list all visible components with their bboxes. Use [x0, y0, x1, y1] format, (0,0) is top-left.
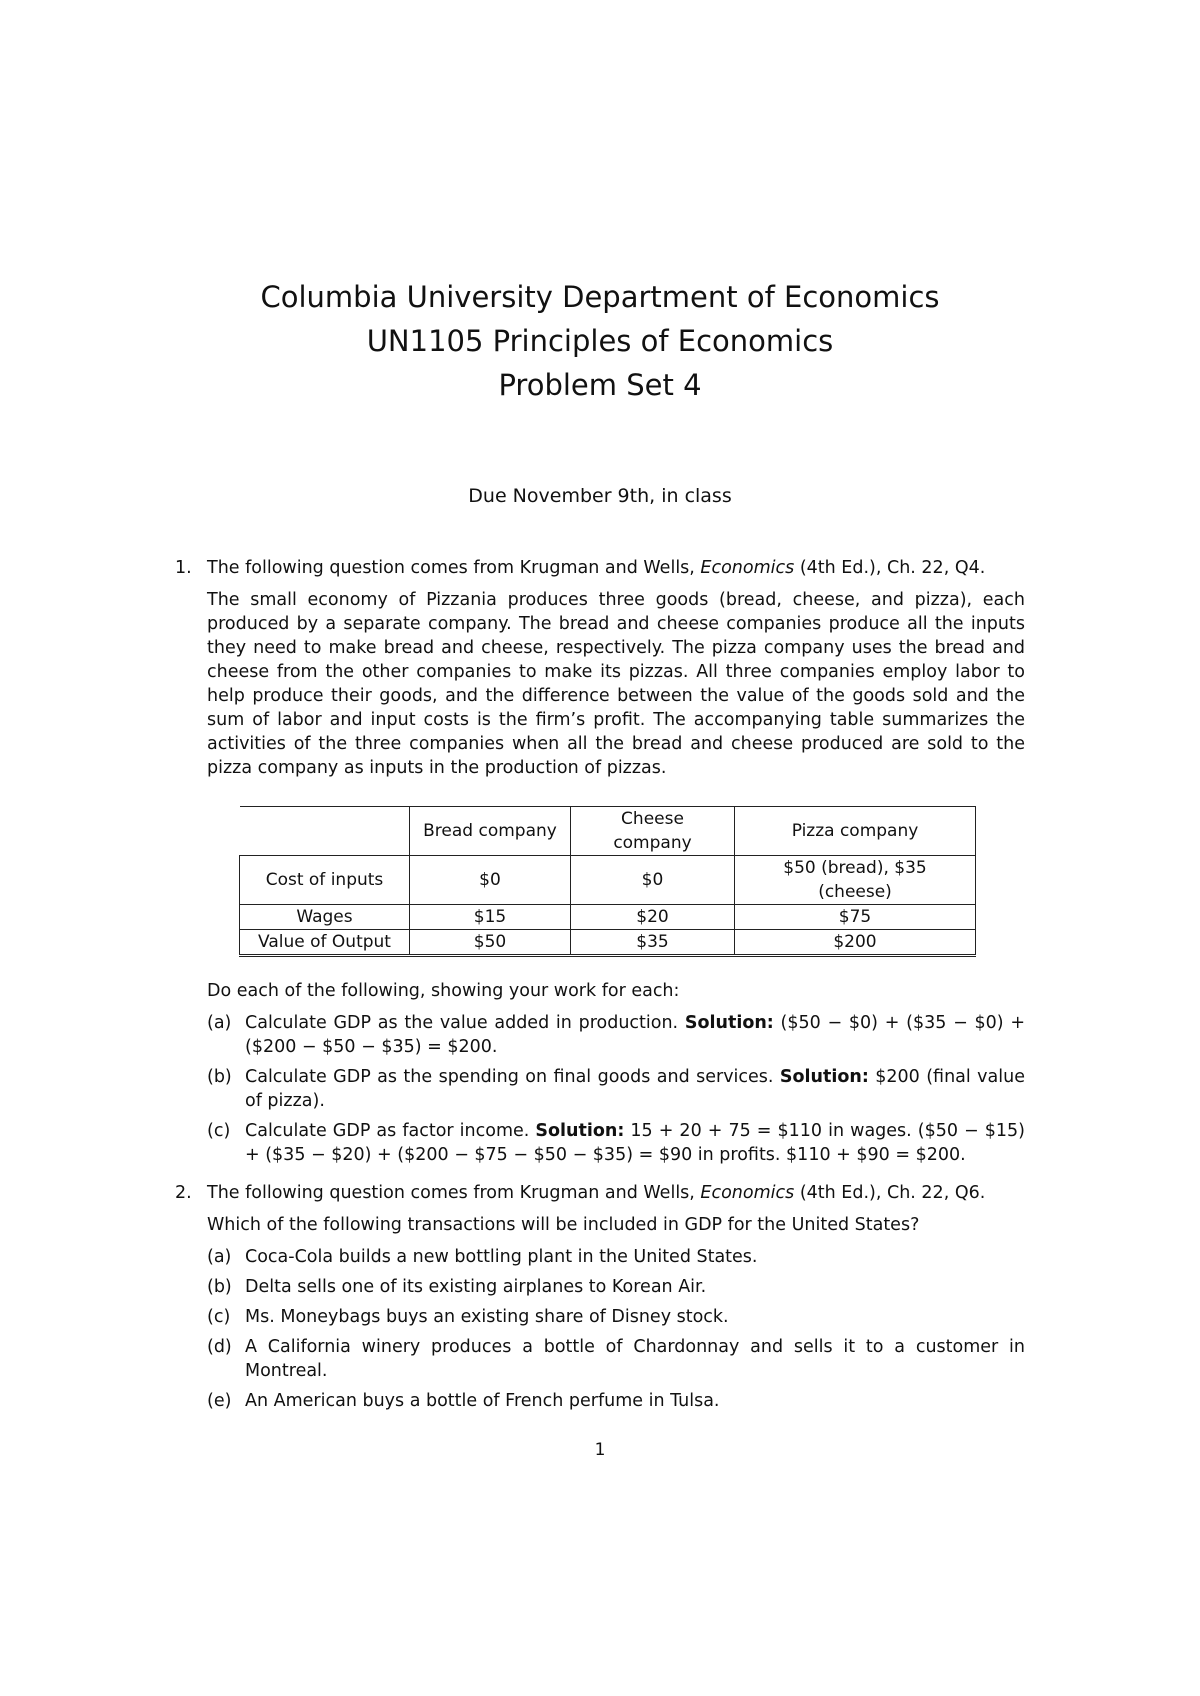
sub-question-text: An American buys a bottle of French perfume in Tulsa.: [245, 1391, 720, 1411]
table-row: [240, 930, 976, 956]
sub-question-c: [207, 1305, 1025, 1329]
sub-question-label: (e): [207, 1391, 232, 1411]
question-body: The small economy of Pizzania produces three goods (bread, cheese, and pizza), each produced by a separate company. The bread and cheese companies produce all the inputs they need to make bread and cheese, respectively. The pizza company uses the bread and cheese from the other companies to make its pizzas. All three companies employ labor to help produce their goods, and the difference between the value of the goods sold and the sum of labor and input costs is the firm’s profit. The accompanying table summarizes the activities of the three companies when all the bread and cheese produced are sold to the pizza company as inputs in the production of pizzas.: [207, 590, 1025, 778]
sub-question-d: [207, 1335, 1025, 1383]
document-content: [175, 556, 1025, 1419]
table-cell: $50: [410, 930, 571, 956]
solution-text: $200 (final value of pizza).: [245, 1067, 1025, 1111]
solution-label: Solution:: [684, 1013, 774, 1033]
source-text-end: (4th Ed.), Ch. 22, Q4.: [794, 558, 986, 578]
sub-question-a: [207, 1245, 1025, 1269]
page-number: 1: [594, 1440, 606, 1460]
table-cell: Cost of inputs: [240, 856, 410, 905]
table-cell: $35: [571, 930, 735, 956]
due-date: Due November 9th, in class: [468, 485, 732, 507]
sub-question-text: A California winery produces a bottle of Chardonnay and sells it to a customer in Montreal.: [245, 1337, 1025, 1381]
sub-question-label: (c): [207, 1307, 231, 1327]
title-course: UN1105 Principles of Economics: [366, 324, 834, 358]
title-problem-set: Problem Set 4: [498, 368, 702, 402]
table-cell: Value of Output: [240, 930, 410, 956]
source-text-end: (4th Ed.), Ch. 22, Q6.: [794, 1183, 986, 1203]
table-row: [240, 856, 976, 905]
question-1: [175, 556, 1025, 1167]
activity-table: [239, 806, 976, 957]
sub-question-label: (b): [207, 1067, 232, 1087]
table-header-cell: Bread company: [410, 807, 571, 856]
solution-label: Solution:: [779, 1067, 869, 1087]
question-number: 1.: [175, 558, 192, 578]
sub-question-text: Delta sells one of its existing airplanes to Korean Air.: [245, 1277, 707, 1297]
sub-question-label: (d): [207, 1337, 232, 1357]
sub-question-label: (a): [207, 1247, 232, 1267]
sub-question-b: [207, 1275, 1025, 1299]
sub-question-e: [207, 1389, 1025, 1413]
table-cell: $20: [571, 905, 735, 930]
sub-question-text: Calculate GDP as the spending on final goods and services.: [245, 1067, 780, 1087]
sub-question-label: (c): [207, 1121, 231, 1141]
table-row: [240, 905, 976, 930]
sub-question-text: Calculate GDP as factor income.: [245, 1121, 536, 1141]
table-header-row: [240, 807, 976, 856]
sub-question-label: (a): [207, 1013, 232, 1033]
sub-question-text: Calculate GDP as the value added in production.: [245, 1013, 685, 1033]
book-title: Economics: [700, 1183, 795, 1203]
question-number: 2.: [175, 1183, 192, 1203]
solution-text: ($50 − $0) + ($35 − $0) + ($200 − $50 − $35) = $200.: [245, 1013, 1025, 1057]
sub-question-label: (b): [207, 1277, 232, 1297]
sub-question-c: [207, 1119, 1025, 1167]
table-header-cell: [240, 807, 410, 856]
table-cell: $15: [410, 905, 571, 930]
question-source: [207, 556, 1025, 580]
source-text: The following question comes from Krugman and Wells,: [207, 1183, 701, 1203]
question-2: [175, 1181, 1025, 1413]
solution-label: Solution:: [535, 1121, 625, 1141]
book-title: Economics: [700, 558, 795, 578]
question-body: Which of the following transactions will be included in GDP for the United States?: [207, 1215, 920, 1235]
title-university: Columbia University Department of Economics: [260, 280, 940, 314]
table-cell: Wages: [240, 905, 410, 930]
sub-question-text: Coca-Cola builds a new bottling plant in the United States.: [245, 1247, 758, 1267]
question-source: [207, 1181, 1025, 1205]
sub-question-b: [207, 1065, 1025, 1113]
sub-question-a: [207, 1011, 1025, 1059]
table-header-cell: Pizza company: [735, 807, 976, 856]
table-cell: $50 (bread), $35 (cheese): [735, 856, 976, 905]
question-instruction: Do each of the following, showing your work for each:: [207, 981, 680, 1001]
table-header-cell: Cheese company: [571, 807, 735, 856]
table-cell: $75: [735, 905, 976, 930]
table-cell: $0: [571, 856, 735, 905]
source-text: The following question comes from Krugman and Wells,: [207, 558, 701, 578]
table-cell: $0: [410, 856, 571, 905]
table-cell: $200: [735, 930, 976, 956]
solution-text: 15 + 20 + 75 = $110 in wages. ($50 − $15) + ($35 − $20) + ($200 − $75 − $50 − $35) = $90 in profits. $110 + $90 = $200.: [245, 1121, 1026, 1165]
document-title-block: [0, 275, 1200, 407]
sub-question-text: Ms. Moneybags buys an existing share of Disney stock.: [245, 1307, 729, 1327]
